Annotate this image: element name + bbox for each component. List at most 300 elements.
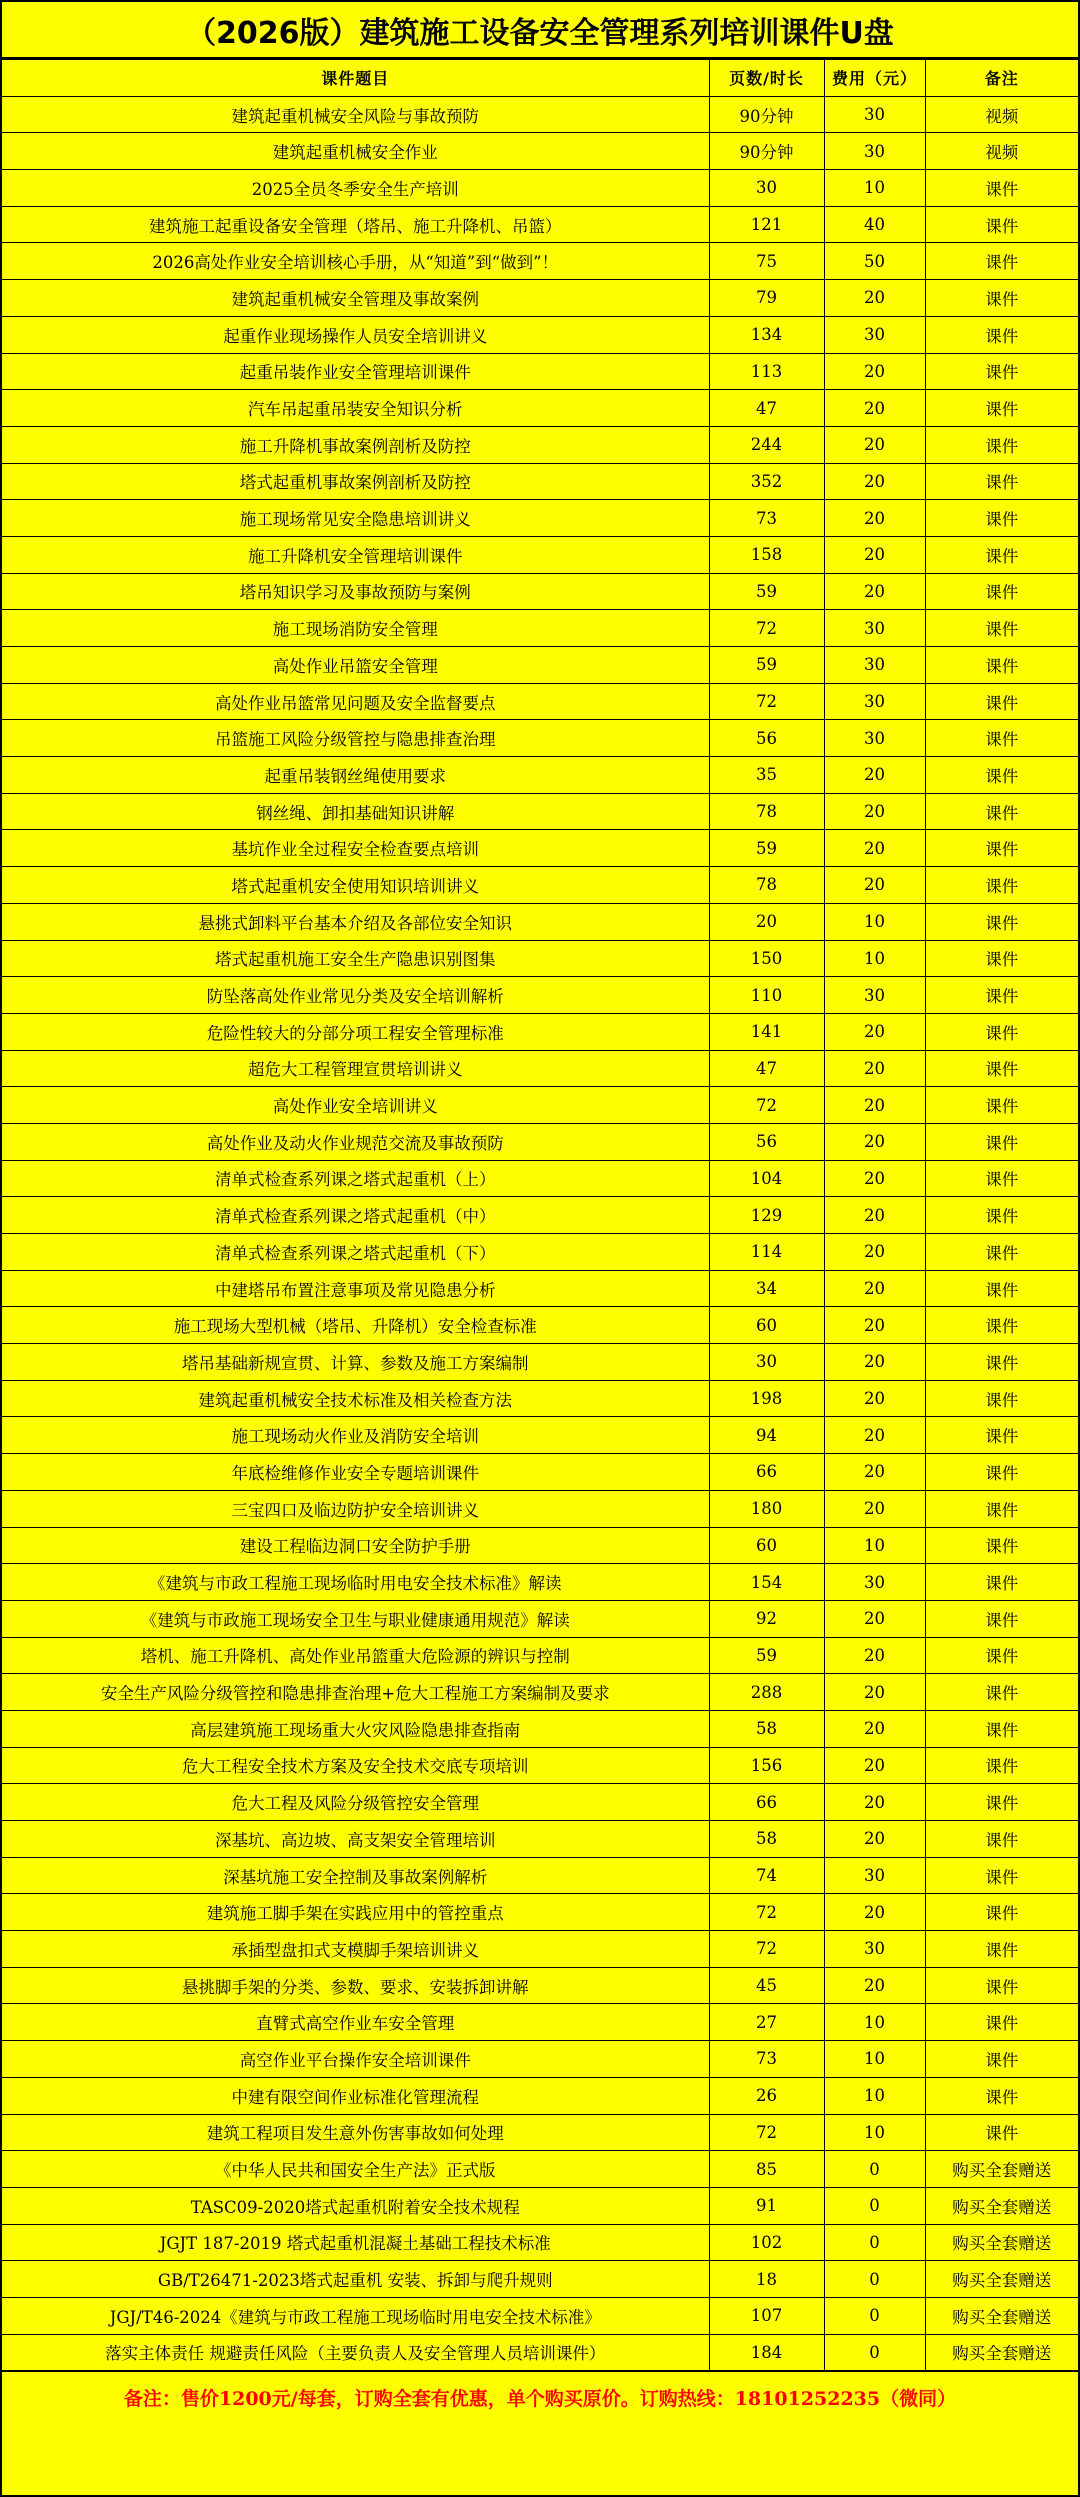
cell-title: 悬挑脚手架的分类、参数、要求、安装拆卸讲解 xyxy=(2,1967,709,2004)
cell-fee: 30 xyxy=(824,1931,925,1968)
table-header-row xyxy=(2,60,1078,97)
cell-pages: 94 xyxy=(709,1417,824,1454)
table-row xyxy=(2,1490,1078,1527)
header-title: 课件题目 xyxy=(2,60,709,97)
cell-note: 课件 xyxy=(925,610,1078,647)
cell-note: 课件 xyxy=(925,720,1078,757)
cell-title: 中建有限空间作业标准化管理流程 xyxy=(2,2077,709,2114)
cell-pages: 154 xyxy=(709,1564,824,1601)
cell-pages: 58 xyxy=(709,1821,824,1858)
cell-fee: 10 xyxy=(824,2041,925,2078)
cell-note: 课件 xyxy=(925,1454,1078,1491)
page-title: （2026版）建筑施工设备安全管理系列培训课件U盘 xyxy=(2,2,1078,59)
cell-fee: 20 xyxy=(824,793,925,830)
cell-title: 高处作业安全培训讲义 xyxy=(2,1087,709,1124)
cell-fee: 20 xyxy=(824,1894,925,1931)
cell-fee: 20 xyxy=(824,1821,925,1858)
table-row xyxy=(2,1967,1078,2004)
cell-title: 高处作业吊篮常见问题及安全监督要点 xyxy=(2,683,709,720)
table-row xyxy=(2,2224,1078,2261)
cell-note: 课件 xyxy=(925,1527,1078,1564)
cell-title: 建筑起重机械安全作业 xyxy=(2,133,709,170)
cell-note: 课件 xyxy=(925,1784,1078,1821)
cell-fee: 20 xyxy=(824,1417,925,1454)
cell-title: 危险性较大的分部分项工程安全管理标准 xyxy=(2,1013,709,1050)
cell-pages: 72 xyxy=(709,1087,824,1124)
cell-note: 课件 xyxy=(925,1050,1078,1087)
cell-title: 落实主体责任 规避责任风险（主要负责人及安全管理人员培训课件） xyxy=(2,2334,709,2371)
cell-fee: 20 xyxy=(824,1087,925,1124)
cell-title: 塔吊知识学习及事故预防与案例 xyxy=(2,573,709,610)
table-row xyxy=(2,573,1078,610)
cell-title: 塔式起重机施工安全生产隐患识别图集 xyxy=(2,940,709,977)
cell-title: 建筑施工起重设备安全管理（塔吊、施工升降机、吊篮） xyxy=(2,206,709,243)
table-row xyxy=(2,353,1078,390)
cell-fee: 20 xyxy=(824,1600,925,1637)
cell-fee: 0 xyxy=(824,2261,925,2298)
cell-pages: 102 xyxy=(709,2224,824,2261)
table-row xyxy=(2,2114,1078,2151)
cell-note: 课件 xyxy=(925,1234,1078,1271)
table-row xyxy=(2,426,1078,463)
cell-title: 建筑起重机械安全技术标准及相关检查方法 xyxy=(2,1380,709,1417)
table-row xyxy=(2,1894,1078,1931)
cell-fee: 10 xyxy=(824,903,925,940)
cell-title: 清单式检查系列课之塔式起重机（下） xyxy=(2,1234,709,1271)
cell-pages: 150 xyxy=(709,940,824,977)
cell-title: GB/T26471-2023塔式起重机 安装、拆卸与爬升规则 xyxy=(2,2261,709,2298)
cell-fee: 30 xyxy=(824,96,925,133)
cell-note: 课件 xyxy=(925,683,1078,720)
cell-note: 课件 xyxy=(925,1417,1078,1454)
cell-note: 购买全套赠送 xyxy=(925,2261,1078,2298)
cell-pages: 156 xyxy=(709,1747,824,1784)
cell-note: 课件 xyxy=(925,1197,1078,1234)
cell-note: 课件 xyxy=(925,573,1078,610)
cell-title: 汽车吊起重吊装安全知识分析 xyxy=(2,390,709,427)
cell-fee: 20 xyxy=(824,1013,925,1050)
cell-fee: 30 xyxy=(824,1564,925,1601)
cell-fee: 20 xyxy=(824,1270,925,1307)
cell-pages: 47 xyxy=(709,1050,824,1087)
cell-fee: 30 xyxy=(824,720,925,757)
table-row xyxy=(2,1380,1078,1417)
cell-fee: 30 xyxy=(824,977,925,1014)
cell-note: 课件 xyxy=(925,1160,1078,1197)
cell-note: 购买全套赠送 xyxy=(925,2187,1078,2224)
cell-pages: 78 xyxy=(709,867,824,904)
cell-note: 课件 xyxy=(925,2041,1078,2078)
cell-note: 购买全套赠送 xyxy=(925,2334,1078,2371)
cell-fee: 20 xyxy=(824,1123,925,1160)
cell-pages: 27 xyxy=(709,2004,824,2041)
cell-title: 《中华人民共和国安全生产法》正式版 xyxy=(2,2151,709,2188)
table-row xyxy=(2,1087,1078,1124)
cell-title: 施工升降机事故案例剖析及防控 xyxy=(2,426,709,463)
cell-title: 危大工程安全技术方案及安全技术交底专项培训 xyxy=(2,1747,709,1784)
cell-pages: 91 xyxy=(709,2187,824,2224)
course-table xyxy=(2,59,1078,2371)
cell-note: 购买全套赠送 xyxy=(925,2297,1078,2334)
cell-fee: 30 xyxy=(824,1857,925,1894)
cell-pages: 59 xyxy=(709,573,824,610)
table-row xyxy=(2,1270,1078,1307)
table-row xyxy=(2,243,1078,280)
cell-fee: 20 xyxy=(824,1637,925,1674)
table-row xyxy=(2,1857,1078,1894)
table-row xyxy=(2,1197,1078,1234)
cell-pages: 90分钟 xyxy=(709,96,824,133)
cell-note: 课件 xyxy=(925,2004,1078,2041)
cell-pages: 92 xyxy=(709,1600,824,1637)
cell-note: 课件 xyxy=(925,536,1078,573)
cell-fee: 10 xyxy=(824,2077,925,2114)
cell-fee: 40 xyxy=(824,206,925,243)
cell-pages: 60 xyxy=(709,1527,824,1564)
cell-fee: 10 xyxy=(824,940,925,977)
cell-note: 课件 xyxy=(925,353,1078,390)
cell-note: 课件 xyxy=(925,390,1078,427)
cell-pages: 72 xyxy=(709,2114,824,2151)
cell-note: 课件 xyxy=(925,1087,1078,1124)
table-row xyxy=(2,903,1078,940)
table-row xyxy=(2,1710,1078,1747)
cell-title: 施工现场大型机械（塔吊、升降机）安全检查标准 xyxy=(2,1307,709,1344)
cell-note: 课件 xyxy=(925,977,1078,1014)
cell-note: 课件 xyxy=(925,1857,1078,1894)
cell-title: 塔式起重机事故案例剖析及防控 xyxy=(2,463,709,500)
cell-fee: 0 xyxy=(824,2151,925,2188)
cell-note: 课件 xyxy=(925,243,1078,280)
cell-pages: 30 xyxy=(709,170,824,207)
cell-title: 高层建筑施工现场重大火灾风险隐患排查指南 xyxy=(2,1710,709,1747)
cell-title: 施工现场常见安全隐患培训讲义 xyxy=(2,500,709,537)
cell-title: 高处作业及动火作业规范交流及事故预防 xyxy=(2,1123,709,1160)
cell-title: 塔式起重机安全使用知识培训讲义 xyxy=(2,867,709,904)
cell-title: 起重作业现场操作人员安全培训讲义 xyxy=(2,316,709,353)
table-row xyxy=(2,133,1078,170)
cell-fee: 10 xyxy=(824,2114,925,2151)
table-row xyxy=(2,1747,1078,1784)
cell-fee: 30 xyxy=(824,133,925,170)
cell-fee: 20 xyxy=(824,1160,925,1197)
table-row xyxy=(2,1784,1078,1821)
table-row xyxy=(2,940,1078,977)
cell-title: 超危大工程管理宣贯培训讲义 xyxy=(2,1050,709,1087)
cell-note: 视频 xyxy=(925,133,1078,170)
table-body xyxy=(2,96,1078,2371)
cell-fee: 20 xyxy=(824,280,925,317)
cell-title: 深基坑、高边坡、高支架安全管理培训 xyxy=(2,1821,709,1858)
cell-title: 承插型盘扣式支模脚手架培训讲义 xyxy=(2,1931,709,1968)
table-row xyxy=(2,2261,1078,2298)
cell-note: 课件 xyxy=(925,1967,1078,2004)
cell-fee: 30 xyxy=(824,316,925,353)
cell-title: 《建筑与市政工程施工现场临时用电安全技术标准》解读 xyxy=(2,1564,709,1601)
cell-pages: 74 xyxy=(709,1857,824,1894)
table-row xyxy=(2,830,1078,867)
header-pages: 页数/时长 xyxy=(709,60,824,97)
table-row xyxy=(2,316,1078,353)
cell-fee: 0 xyxy=(824,2187,925,2224)
table-row xyxy=(2,1821,1078,1858)
cell-note: 课件 xyxy=(925,206,1078,243)
cell-note: 课件 xyxy=(925,280,1078,317)
cell-title: 高处作业吊篮安全管理 xyxy=(2,647,709,684)
cell-note: 课件 xyxy=(925,2077,1078,2114)
cell-pages: 90分钟 xyxy=(709,133,824,170)
cell-note: 课件 xyxy=(925,1821,1078,1858)
cell-note: 课件 xyxy=(925,830,1078,867)
table-row xyxy=(2,793,1078,830)
cell-pages: 60 xyxy=(709,1307,824,1344)
cell-title: 施工现场消防安全管理 xyxy=(2,610,709,647)
table-row xyxy=(2,1123,1078,1160)
cell-title: TASC09-2020塔式起重机附着安全技术规程 xyxy=(2,2187,709,2224)
cell-title: 安全生产风险分级管控和隐患排查治理+危大工程施工方案编制及要求 xyxy=(2,1674,709,1711)
table-row xyxy=(2,2004,1078,2041)
cell-title: 危大工程及风险分级管控安全管理 xyxy=(2,1784,709,1821)
cell-pages: 110 xyxy=(709,977,824,1014)
table-row xyxy=(2,206,1078,243)
cell-pages: 78 xyxy=(709,793,824,830)
cell-note: 课件 xyxy=(925,1564,1078,1601)
table-row xyxy=(2,2297,1078,2334)
cell-pages: 72 xyxy=(709,1931,824,1968)
table-row xyxy=(2,683,1078,720)
cell-pages: 158 xyxy=(709,536,824,573)
table-row xyxy=(2,2334,1078,2371)
cell-pages: 79 xyxy=(709,280,824,317)
cell-fee: 20 xyxy=(824,1050,925,1087)
cell-note: 课件 xyxy=(925,1270,1078,1307)
footer-note: 备注：售价1200元/每套，订购全套有优惠，单个购买原价。订购热线：18101252235（微同） xyxy=(2,2371,1078,2422)
cell-note: 课件 xyxy=(925,1710,1078,1747)
table-row xyxy=(2,1344,1078,1381)
cell-title: 塔吊基础新规宣贯、计算、参数及施工方案编制 xyxy=(2,1344,709,1381)
cell-fee: 20 xyxy=(824,1234,925,1271)
cell-pages: 198 xyxy=(709,1380,824,1417)
cell-note: 课件 xyxy=(925,647,1078,684)
cell-note: 课件 xyxy=(925,2114,1078,2151)
cell-pages: 121 xyxy=(709,206,824,243)
cell-pages: 66 xyxy=(709,1454,824,1491)
cell-note: 课件 xyxy=(925,1123,1078,1160)
cell-pages: 129 xyxy=(709,1197,824,1234)
cell-fee: 20 xyxy=(824,1380,925,1417)
cell-note: 购买全套赠送 xyxy=(925,2151,1078,2188)
cell-title: 深基坑施工安全控制及事故案例解析 xyxy=(2,1857,709,1894)
cell-title: 基坑作业全过程安全检查要点培训 xyxy=(2,830,709,867)
cell-title: 悬挑式卸料平台基本介绍及各部位安全知识 xyxy=(2,903,709,940)
cell-fee: 20 xyxy=(824,1674,925,1711)
table-row xyxy=(2,390,1078,427)
cell-note: 课件 xyxy=(925,170,1078,207)
cell-pages: 34 xyxy=(709,1270,824,1307)
cell-fee: 20 xyxy=(824,757,925,794)
cell-pages: 180 xyxy=(709,1490,824,1527)
cell-title: JGJT 187-2019 塔式起重机混凝土基础工程技术标准 xyxy=(2,2224,709,2261)
cell-pages: 85 xyxy=(709,2151,824,2188)
cell-fee: 20 xyxy=(824,1307,925,1344)
table-row xyxy=(2,1454,1078,1491)
cell-fee: 20 xyxy=(824,867,925,904)
cell-fee: 20 xyxy=(824,573,925,610)
cell-pages: 59 xyxy=(709,1637,824,1674)
table-row xyxy=(2,170,1078,207)
table-row xyxy=(2,1234,1078,1271)
cell-fee: 10 xyxy=(824,1527,925,1564)
cell-pages: 113 xyxy=(709,353,824,390)
cell-fee: 30 xyxy=(824,610,925,647)
table-row xyxy=(2,1637,1078,1674)
table-row xyxy=(2,2077,1078,2114)
table-row xyxy=(2,2151,1078,2188)
cell-title: 中建塔吊布置注意事项及常见隐患分析 xyxy=(2,1270,709,1307)
table-row xyxy=(2,977,1078,1014)
cell-pages: 141 xyxy=(709,1013,824,1050)
cell-title: 2026高处作业安全培训核心手册，从“知道”到“做到”！ xyxy=(2,243,709,280)
cell-note: 课件 xyxy=(925,757,1078,794)
cell-note: 课件 xyxy=(925,940,1078,977)
cell-note: 课件 xyxy=(925,1894,1078,1931)
cell-pages: 288 xyxy=(709,1674,824,1711)
table-row xyxy=(2,1307,1078,1344)
cell-fee: 20 xyxy=(824,1197,925,1234)
cell-note: 课件 xyxy=(925,1600,1078,1637)
cell-note: 课件 xyxy=(925,903,1078,940)
table-row xyxy=(2,2187,1078,2224)
table-row xyxy=(2,610,1078,647)
cell-fee: 20 xyxy=(824,1967,925,2004)
cell-title: 年底检维修作业安全专题培训课件 xyxy=(2,1454,709,1491)
cell-note: 课件 xyxy=(925,463,1078,500)
cell-title: 建筑工程项目发生意外伤害事故如何处理 xyxy=(2,2114,709,2151)
table-row xyxy=(2,647,1078,684)
cell-title: 2025全员冬季安全生产培训 xyxy=(2,170,709,207)
cell-title: 建筑起重机械安全风险与事故预防 xyxy=(2,96,709,133)
table-row xyxy=(2,1564,1078,1601)
cell-title: 吊篮施工风险分级管控与隐患排查治理 xyxy=(2,720,709,757)
cell-pages: 20 xyxy=(709,903,824,940)
cell-title: 清单式检查系列课之塔式起重机（上） xyxy=(2,1160,709,1197)
table-row xyxy=(2,500,1078,537)
table-row xyxy=(2,280,1078,317)
table-row xyxy=(2,1600,1078,1637)
cell-pages: 56 xyxy=(709,1123,824,1160)
cell-title: 钢丝绳、卸扣基础知识讲解 xyxy=(2,793,709,830)
table-row xyxy=(2,1160,1078,1197)
cell-title: 高空作业平台操作安全培训课件 xyxy=(2,2041,709,2078)
table-row xyxy=(2,1931,1078,1968)
table-row xyxy=(2,867,1078,904)
cell-note: 课件 xyxy=(925,1747,1078,1784)
cell-pages: 73 xyxy=(709,2041,824,2078)
cell-title: 塔机、施工升降机、高处作业吊篮重大危险源的辨识与控制 xyxy=(2,1637,709,1674)
cell-fee: 20 xyxy=(824,426,925,463)
cell-note: 课件 xyxy=(925,426,1078,463)
table-row xyxy=(2,1050,1078,1087)
cell-fee: 20 xyxy=(824,1454,925,1491)
cell-title: 起重吊装作业安全管理培训课件 xyxy=(2,353,709,390)
cell-title: 直臂式高空作业车安全管理 xyxy=(2,2004,709,2041)
cell-fee: 20 xyxy=(824,500,925,537)
cell-fee: 20 xyxy=(824,1344,925,1381)
cell-pages: 75 xyxy=(709,243,824,280)
cell-note: 课件 xyxy=(925,1307,1078,1344)
cell-note: 课件 xyxy=(925,1490,1078,1527)
cell-note: 课件 xyxy=(925,1013,1078,1050)
cell-pages: 184 xyxy=(709,2334,824,2371)
cell-pages: 72 xyxy=(709,610,824,647)
cell-note: 课件 xyxy=(925,1380,1078,1417)
cell-pages: 18 xyxy=(709,2261,824,2298)
cell-pages: 59 xyxy=(709,830,824,867)
cell-fee: 20 xyxy=(824,463,925,500)
cell-title: 《建筑与市政施工现场安全卫生与职业健康通用规范》解读 xyxy=(2,1600,709,1637)
cell-fee: 20 xyxy=(824,1490,925,1527)
cell-fee: 20 xyxy=(824,1710,925,1747)
cell-note: 课件 xyxy=(925,1637,1078,1674)
cell-note: 课件 xyxy=(925,1931,1078,1968)
cell-fee: 50 xyxy=(824,243,925,280)
cell-pages: 72 xyxy=(709,1894,824,1931)
cell-note: 购买全套赠送 xyxy=(925,2224,1078,2261)
cell-pages: 58 xyxy=(709,1710,824,1747)
cell-fee: 20 xyxy=(824,1747,925,1784)
cell-note: 视频 xyxy=(925,96,1078,133)
cell-pages: 244 xyxy=(709,426,824,463)
cell-pages: 30 xyxy=(709,1344,824,1381)
table-row xyxy=(2,463,1078,500)
cell-note: 课件 xyxy=(925,500,1078,537)
table-row xyxy=(2,1013,1078,1050)
cell-fee: 0 xyxy=(824,2224,925,2261)
table-row xyxy=(2,1674,1078,1711)
cell-fee: 0 xyxy=(824,2297,925,2334)
cell-pages: 352 xyxy=(709,463,824,500)
cell-note: 课件 xyxy=(925,1674,1078,1711)
cell-pages: 104 xyxy=(709,1160,824,1197)
cell-note: 课件 xyxy=(925,793,1078,830)
cell-fee: 20 xyxy=(824,1784,925,1821)
cell-pages: 73 xyxy=(709,500,824,537)
cell-title: 施工升降机安全管理培训课件 xyxy=(2,536,709,573)
cell-fee: 20 xyxy=(824,390,925,427)
cell-pages: 56 xyxy=(709,720,824,757)
cell-fee: 30 xyxy=(824,683,925,720)
cell-title: 建设工程临边洞口安全防护手册 xyxy=(2,1527,709,1564)
cell-fee: 30 xyxy=(824,647,925,684)
cell-pages: 45 xyxy=(709,1967,824,2004)
cell-title: 施工现场动火作业及消防安全培训 xyxy=(2,1417,709,1454)
table-row xyxy=(2,757,1078,794)
header-note: 备注 xyxy=(925,60,1078,97)
cell-fee: 20 xyxy=(824,536,925,573)
header-fee: 费用（元） xyxy=(824,60,925,97)
cell-note: 课件 xyxy=(925,1344,1078,1381)
cell-title: 清单式检查系列课之塔式起重机（中） xyxy=(2,1197,709,1234)
cell-pages: 35 xyxy=(709,757,824,794)
table-row xyxy=(2,2041,1078,2078)
table-row xyxy=(2,1527,1078,1564)
cell-note: 课件 xyxy=(925,867,1078,904)
cell-fee: 20 xyxy=(824,353,925,390)
cell-pages: 59 xyxy=(709,647,824,684)
table-row xyxy=(2,720,1078,757)
cell-title: 防坠落高处作业常见分类及安全培训解析 xyxy=(2,977,709,1014)
cell-note: 课件 xyxy=(925,316,1078,353)
